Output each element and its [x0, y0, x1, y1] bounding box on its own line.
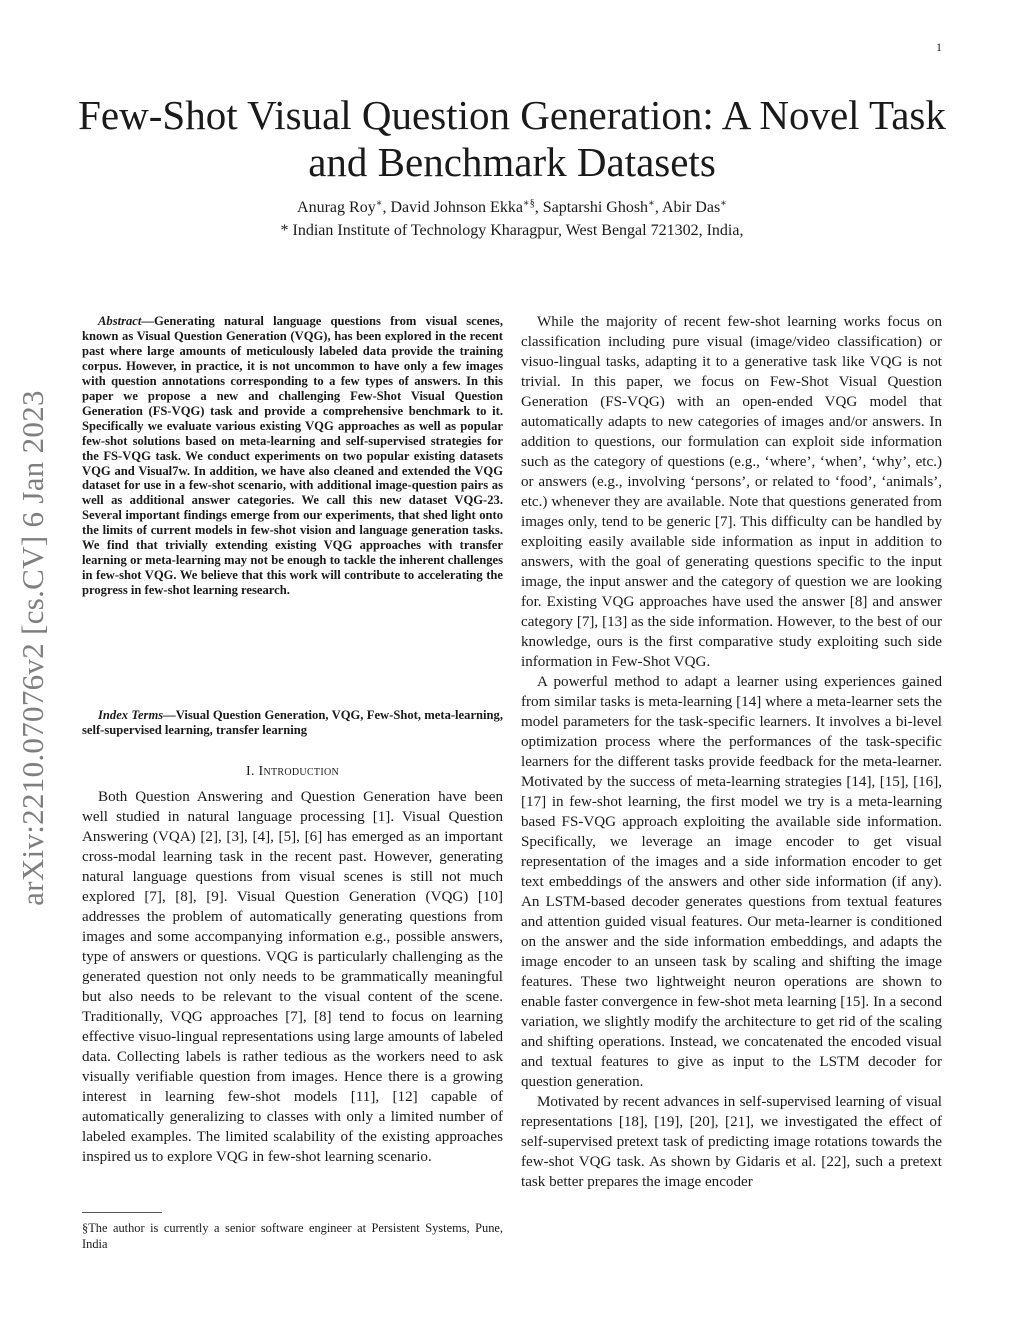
affiliation: * Indian Institute of Technology Kharagpur, West Bengal 721302, India, — [280, 222, 744, 239]
right-column — [521, 312, 942, 1192]
body-paragraph: Both Question Answering and Question Generation have been well studied in natural language processing [1]. Visual Question Answering (VQA) [2], [3], [4], [5], [6] has emerged as an important cross-modal learning task in the recent past. However, generating natural language questions from visual scenes is still not much explored [7], [8], [9]. Visual Question Generation (VQG) [10] addresses the problem of automatically generating questions from images and some accompanying information e.g., possible answers, type of answers or questions. VQG is particularly challenging as the generated question not only needs to be grammatically meaningful but also needs to be relevant to the visual content of the scene. Traditionally, VQG approaches [7], [8] tend to focus on learning effective visuo-lingual representations using large amounts of labeled data. Collecting labels is rather tedious as the workers need to ask visually verifiable question from images. Hence there is a growing interest in learning few-shot models [11], [12] capable of automatically generalizing to classes with only a limited number of labeled examples. The limited scalability of the existing approaches inspired us to explore VQG in few-shot learning scenario. — [82, 789, 503, 1165]
body-paragraph: Motivated by recent advances in self-supervised learning of visual representations [18], [19], [20], [21], we investigated the effect of self-supervised pretext task of predicting image rotations towards the few-shot VQG task. As shown by Gidaris et al. [22], such a pretext task better prepares the image encoder — [521, 1094, 942, 1190]
abstract-label: Abstract — [98, 314, 142, 328]
section-heading: I. Introduction — [245, 764, 340, 779]
abstract — [82, 314, 503, 598]
paper-title: Few-Shot Visual Question Generation: A Novel Task and Benchmark Datasets — [78, 92, 946, 185]
body-paragraph: A powerful method to adapt a learner using experiences gained from similar tasks is meta-learning [14] where a meta-learner sets the model parameters for the task-specific learners. It involves a bi-level optimization process where the performances of the task-specific learners for the different tasks provide feedback for the meta-learner. Motivated by the success of meta-learning strategies [14], [15], [16], [17] in few-shot learning, the first model we try is a meta-learning based FS-VQG approach exploiting the available side information. Specifically, we leverage an image encoder to get visual representation of the images and a side information encoder to get text embeddings of the answers and other side information (if any). An LSTM-based decoder generates questions from textual features and attention guided visual features. Our meta-learner is conditioned on the answer and the side information embeddings, and adapts the image encoder to an unseen task by scaling and shifting the image features. These two lightweight neuron operations are shown to enable faster convergence in few-shot meta learning [15]. In a second variation, we slightly modify the architecture to get rid of the scaling and shifting operations. Instead, we concatenated the encoded visual and textual features to give as input to the LSTM decoder for question generation. — [521, 674, 942, 1090]
index-terms-label: Index Terms — [98, 708, 164, 722]
index-terms — [82, 708, 503, 738]
arxiv-stamp-text: arXiv:2210.07076v2 [cs.CV] 6 Jan 2023 — [15, 390, 50, 906]
footnote-divider — [82, 1212, 162, 1213]
arxiv-side-stamp — [13, 368, 53, 928]
author-list: Anurag Roy∗, David Johnson Ekka∗§, Saptarshi Ghosh∗, Abir Das∗ — [297, 198, 727, 216]
intro-paragraph — [82, 787, 503, 1167]
index-terms-text: —Visual Question Generation, VQG, Few-Shot, meta-learning, self-supervised learning, transfer learning — [82, 708, 503, 737]
body-paragraph: While the majority of recent few-shot learning works focus on classification including pure visual (image/video classification) or visuo-lingual tasks, adapting it to a generative task like VQG is not trivial. In this paper, we focus on Few-Shot Visual Question Generation (FS-VQG) with an open-ended VQG model that automatically adapts to new categories of images and/or answers. In addition to questions, our formulation can exploit side information such as the category of questions (e.g., ‘where’, ‘when’, ‘why’, etc.) or answers (e.g., involving ‘persons’, or related to ‘food’, ‘animals’, etc.) whenever they are available. Note that questions generated from images only, tend to be generic [7]. This difficulty can be handled by exploiting easily available side information as input in addition to answers, with the goal of generating questions specific to the input image, the input answer and the category of question we are looking for. Existing VQG approaches have used the answer [8] and answer category [7], [13] as the side information. However, to the best of our knowledge, ours is the first comparative study exploiting such side information in Few-Shot VQG. — [521, 314, 942, 670]
page-number: 1 — [936, 40, 942, 54]
abstract-text: —Generating natural language questions from visual scenes, known as Visual Question Generation (VQG), has been explored in the recent past where large amounts of meticulously labeled data provide the training corpus. However, in practice, it is not uncommon to have only a few images with question annotations corresponding to a few types of answers. In this paper we propose a new and challenging Few-Shot Visual Question Generation (FS-VQG) task and provide a comprehensive benchmark to it. Specifically we evaluate various existing VQG approaches as well as popular few-shot solutions based on meta-learning and self-supervised strategies for the FS-VQG task. We conduct experiments on two popular existing datasets VQG and Visual7w. In addition, we have also cleaned and extended the VQG dataset for use in a few-shot scenario, with additional image-question pairs as well as additional answer categories. We call this new dataset VQG-23. Several important findings emerge from our experiments, that shed light onto the limits of current models in few-shot vision and language generation tasks. We find that trivially extending existing VQG approaches with transfer learning or meta-learning may not be enough to tackle the inherent challenges in few-shot VQG. We believe that this work will contribute to accelerating the progress in few-shot learning research. — [82, 314, 503, 598]
footnote: §The author is currently a senior software engineer at Persistent Systems, Pune, India — [82, 1221, 503, 1251]
